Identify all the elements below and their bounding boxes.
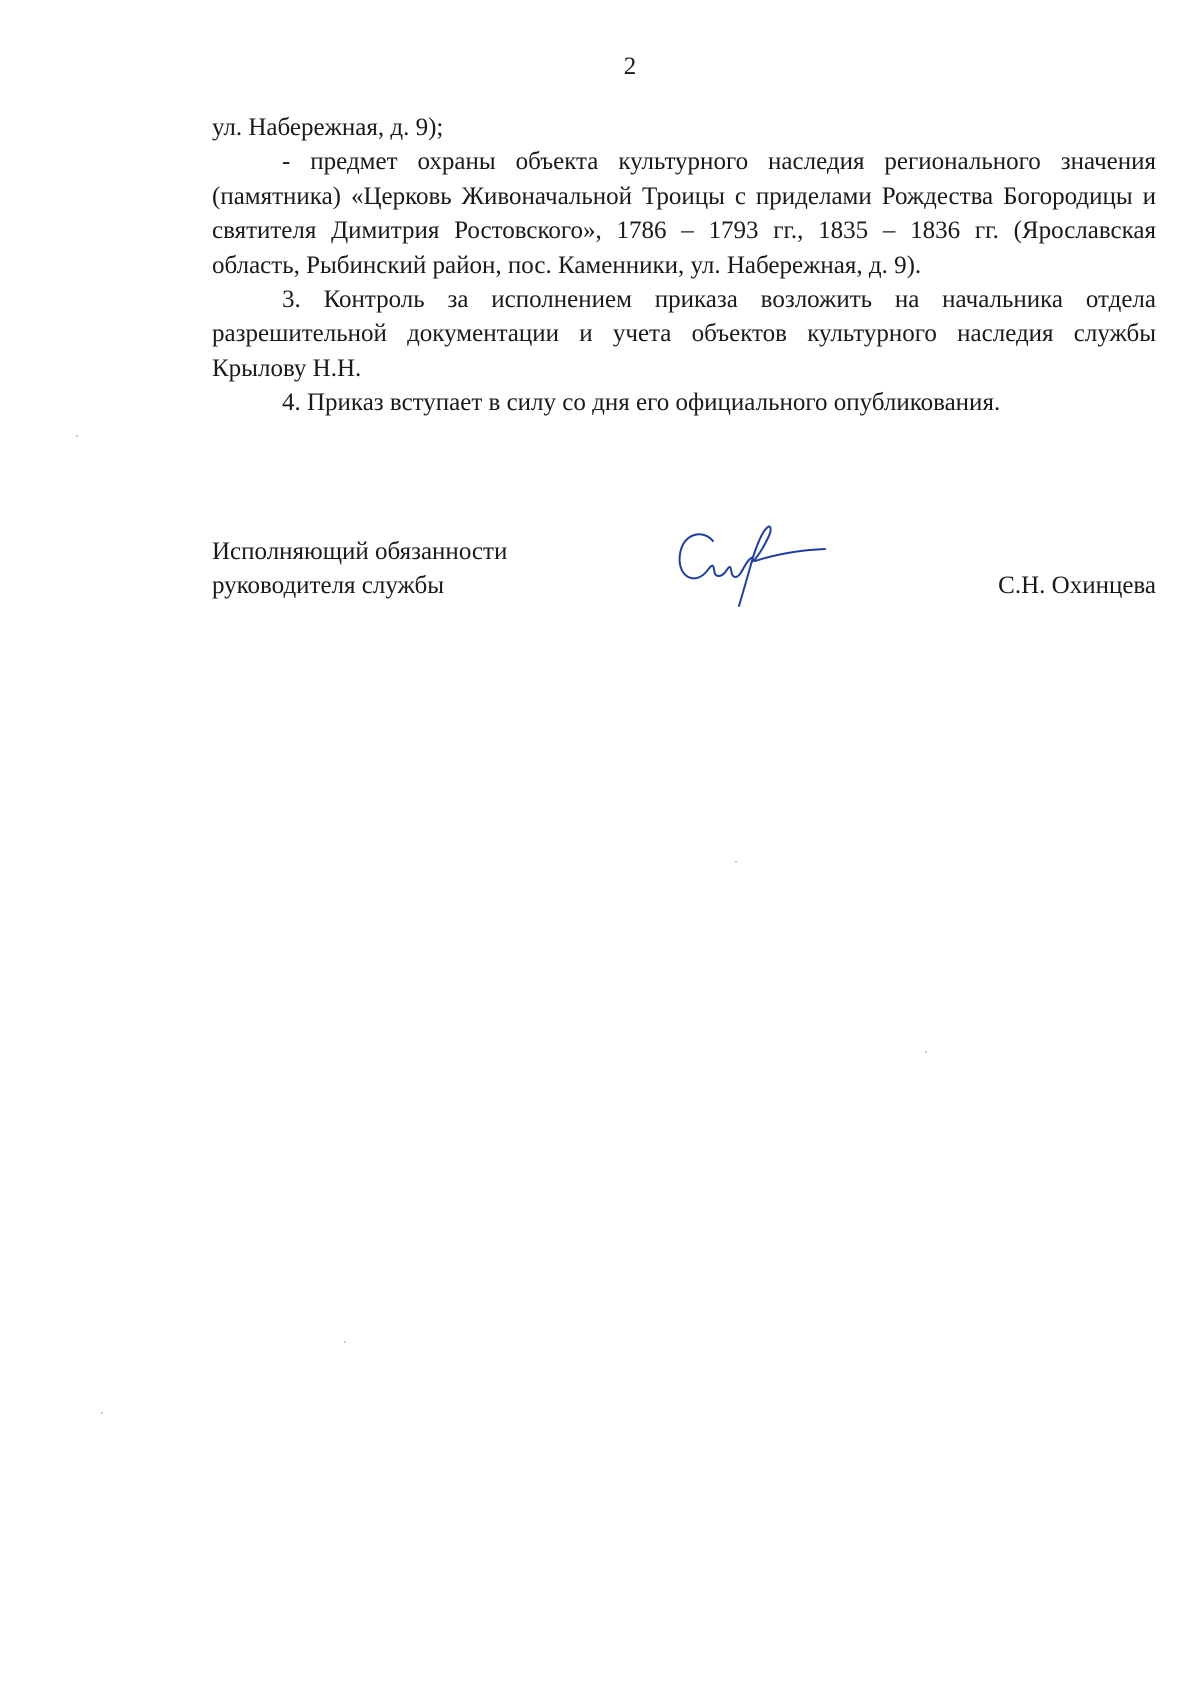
paragraph-control-clause: 3. Контроль за исполнением приказа возложить на начальника отдела разрешительной документации и учета объектов культурного наследия службы Крылову Н.Н. [212,286,1156,382]
signatory-position-line-2: руководителя службы [212,572,445,599]
paragraph-protection-subject: - предмет охраны объекта культурного наследия регионального значения (памятника) «Церковь Живоначальной Троицы с приделами Рождества Богородицы и святителя Димитрия Ростовского», 1786 – 1793 гг., 1835 – 1836 гг. (Ярославская область, Рыбинский район, пос. Каменники, ул. Набережная, д. 9). [212,148,1156,279]
scan-speck [735,861,737,863]
scan-speck [101,1412,103,1414]
signatory-position-line-1: Исполняющий обязанности [212,538,508,565]
handwritten-signature [673,520,833,615]
document-body [212,111,1156,421]
signature-block [212,535,1156,615]
paragraph-address-continuation: ул. Набережная, д. 9); [212,114,444,141]
scan-speck [344,1341,346,1343]
scan-speck [76,435,78,437]
signatory-position [212,535,632,603]
signature-stroke-tail [755,549,825,561]
signatory-name: С.Н. Охинцева [998,572,1156,599]
page-number: 2 [623,53,637,80]
paragraph-effective-date-clause: 4. Приказ вступает в силу со дня его официального опубликования. [282,389,1001,417]
scan-speck [925,1051,927,1053]
signature-stroke-main [680,534,753,606]
